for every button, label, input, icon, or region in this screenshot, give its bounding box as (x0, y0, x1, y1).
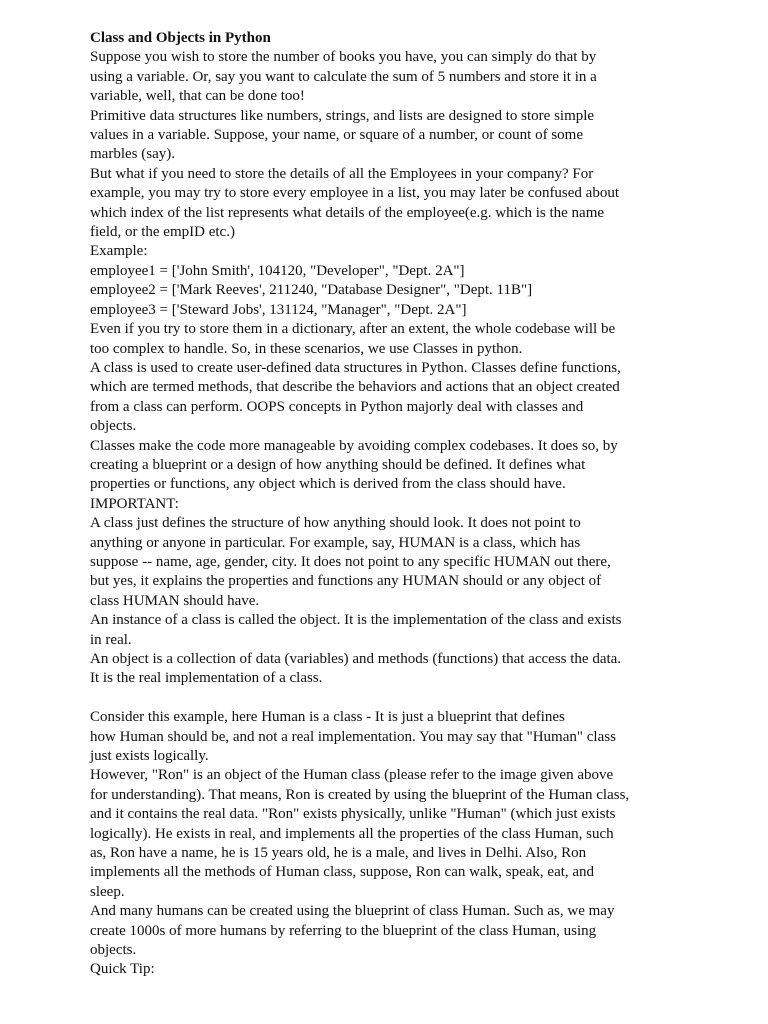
paragraph (90, 359, 690, 437)
text-line: how Human should be, and not a real implementation. You may say that "Human" class (90, 728, 616, 745)
text-line: values in a variable. Suppose, your name, or square of a number, or count of some (90, 127, 584, 144)
text-line: create 1000s of more humans by referring to the blueprint of the class Human, using (90, 922, 597, 939)
paragraph (90, 242, 690, 261)
text-line: employee3 = ['Steward Jobs', 131124, "Manager", "Dept. 2A"] (90, 301, 467, 318)
text-line: example, you may try to store every employee in a list, you may later be confused about (90, 185, 620, 202)
text-line: field, or the empID etc.) (90, 224, 235, 241)
text-line: using a variable. Or, say you want to calculate the sum of 5 numbers and store it in a (90, 68, 597, 85)
paragraph (90, 708, 690, 766)
paragraph (90, 437, 690, 495)
paragraph (90, 495, 690, 514)
text-line: It is the real implementation of a class. (90, 670, 323, 687)
text-line: Classes make the code more manageable by avoiding complex codebases. It does so, by (90, 437, 618, 454)
paragraph (90, 262, 690, 320)
text-line: which index of the list represents what details of the employee(e.g. which is the name (90, 204, 605, 221)
paragraph (90, 611, 690, 650)
document-page (90, 29, 690, 980)
paragraph (90, 766, 690, 902)
text-line: in real. (90, 631, 132, 648)
text-line: An object is a collection of data (variables) and methods (functions) that access the data. (90, 651, 622, 667)
text-line: as, Ron have a name, he is 15 years old, he is a male, and lives in Delhi. Also, Ron (90, 845, 587, 862)
text-line: suppose -- name, age, gender, city. It does not point to any specific HUMAN out there, (90, 553, 611, 570)
paragraph (90, 514, 690, 611)
text-line: An instance of a class is called the object. It is the implementation of the class and exists (90, 612, 622, 629)
text-line: employee2 = ['Mark Reeves', 211240, "Database Designer", "Dept. 11B"] (90, 282, 533, 299)
text-line: employee1 = ['John Smith', 104120, "Developer", "Dept. 2A"] (90, 262, 465, 279)
text-line: variable, well, that can be done too! (90, 88, 305, 105)
text-line: Example: (90, 243, 148, 260)
text-line: implements all the methods of Human class, suppose, Ron can walk, speak, eat, and (90, 864, 595, 881)
text-line: A class just defines the structure of how anything should look. It does not point to (90, 515, 581, 532)
paragraph (90, 960, 690, 979)
paragraph (90, 902, 690, 960)
text-line: sleep. (90, 883, 125, 900)
text-line: A class is used to create user-defined data structures in Python. Classes define functions, (90, 359, 621, 376)
paragraph (90, 48, 690, 106)
text-line: Consider this example, here Human is a class - It is just a blueprint that defines (90, 709, 565, 726)
text-line: Quick Tip: (90, 961, 155, 978)
paragraph (90, 320, 690, 359)
text-line: too complex to handle. So, in these scenarios, we use Classes in python. (90, 340, 523, 357)
text-line: for understanding). That means, Ron is created by using the blueprint of the Human class, (90, 786, 630, 803)
text-line: But what if you need to store the details of all the Employees in your company? For (90, 165, 594, 182)
text-line: class HUMAN should have. (90, 592, 260, 609)
text-line: Primitive data structures like numbers, strings, and lists are designed to store simple (90, 107, 595, 124)
text-line: objects. (90, 418, 137, 435)
text-line: anything or anyone in particular. For example, say, HUMAN is a class, which has (90, 534, 581, 551)
text-line: from a class can perform. OOPS concepts in Python majorly deal with classes and (90, 398, 584, 415)
text-line: properties or functions, any object which is derived from the class should have. (90, 476, 566, 493)
paragraph (90, 165, 690, 243)
text-line: but yes, it explains the properties and functions any HUMAN should or any object of (90, 573, 602, 590)
text-line: IMPORTANT: (90, 495, 179, 512)
paragraph (90, 107, 690, 165)
text-line: And many humans can be created using the blueprint of class Human. Such as, we may (90, 903, 615, 920)
paragraph (90, 650, 690, 689)
text-line: Suppose you wish to store the number of books you have, you can simply do that by (90, 49, 597, 66)
text-line: marbles (say). (90, 146, 175, 163)
text-line: However, "Ron" is an object of the Human class (please refer to the image given above (90, 767, 614, 784)
text-line: objects. (90, 942, 137, 959)
document-title: Class and Objects in Python (90, 30, 271, 46)
text-line: logically). He exists in real, and implements all the properties of the class Human, such (90, 825, 614, 842)
text-line: creating a blueprint or a design of how anything should be defined. It defines what (90, 456, 586, 473)
text-line: Even if you try to store them in a dictionary, after an extent, the whole codebase will be (90, 321, 616, 338)
text-line: just exists logically. (90, 748, 209, 765)
document-body (90, 48, 690, 979)
text-line: which are termed methods, that describe the behaviors and actions that an object created (90, 379, 620, 396)
text-line: and it contains the real data. "Ron" exists physically, unlike "Human" (which just exists (90, 806, 616, 823)
paragraph-spacer (90, 689, 690, 708)
